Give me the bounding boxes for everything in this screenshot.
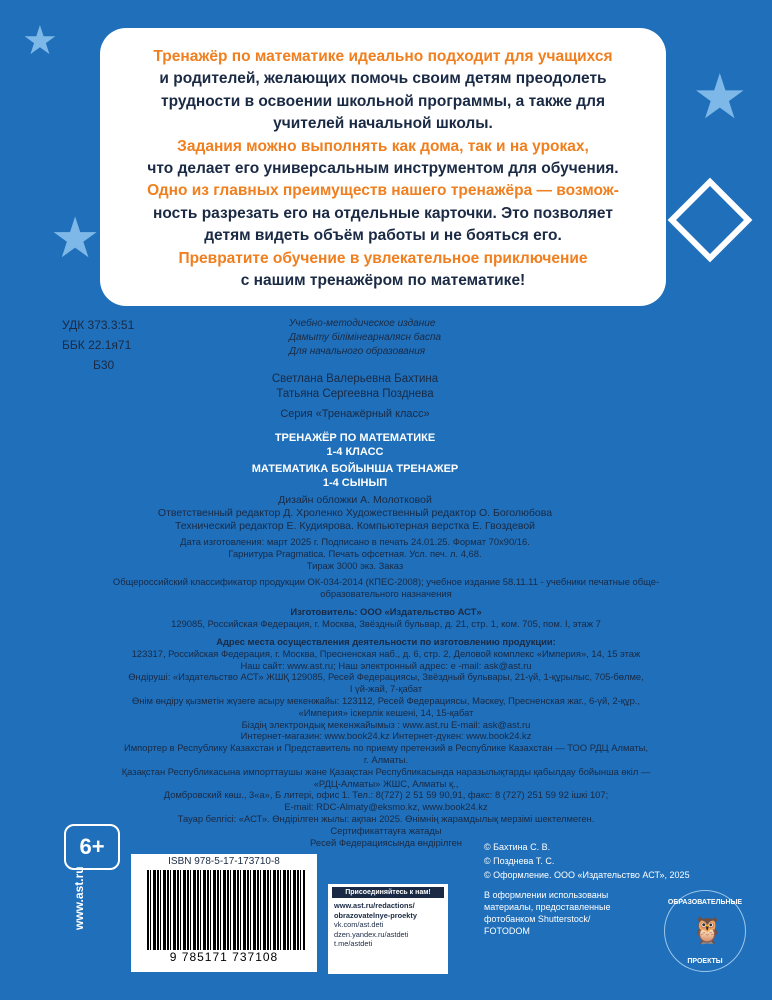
- promo-line: Тренажёр по математике идеально подходит для учащихся: [153, 48, 613, 65]
- telegram-link[interactable]: t.me/astdeti: [334, 939, 373, 948]
- barcode-digits: 9 785171 737108: [169, 950, 279, 964]
- address-line: «РДЦ-Алматы» ЖШС, Алматы қ.,: [313, 777, 459, 789]
- barcode-bars: [147, 870, 305, 950]
- address-line: Импортер в Республику Казахстан и Представитель по приему претензий в Республике Казахстан — ТОО РДЦ Алматы,: [123, 742, 649, 754]
- star-icon: ★: [50, 206, 101, 269]
- copyright: © Оформление. ООО «Издательство АСТ», 2025: [484, 870, 690, 880]
- site-vertical: www.ast.ru: [72, 866, 86, 930]
- print-info: Гарнитура Pragmatica. Печать офсетная. Усл. печ. л. 4,68.: [228, 547, 482, 559]
- barcode: [131, 854, 317, 972]
- title-kz: 1-4 СЫНЫП: [322, 477, 388, 489]
- promo-line: с нашим тренажёром по математике!: [240, 272, 526, 290]
- promo-line: Задания можно выполнять как дома, так и на уроках,: [177, 137, 589, 155]
- photo-credit: фотобанком Shutterstock/: [484, 914, 591, 924]
- series: Серия «Тренажёрный класс»: [280, 408, 430, 420]
- promo-line: Одно из главных преимуществ нашего тренажёра — возмож-: [147, 182, 619, 200]
- promo-box: [100, 28, 666, 306]
- join-link[interactable]: obrazovatelnye-proekty: [334, 910, 417, 920]
- copyright: © Бахтина С. В.: [484, 842, 551, 852]
- maker-head: Изготовитель: ООО «Издательство АСТ»: [290, 606, 482, 617]
- logo-text-bottom: ПРОЕКТЫ: [687, 958, 723, 965]
- logo-text-top: ОБРАЗОВАТЕЛЬНЫЕ: [667, 899, 743, 906]
- vk-link[interactable]: vk.com/ast.deti: [334, 920, 384, 929]
- address-line: Домбровский көш., 3«а», Б литері, офис 1. Тел.: 8(727) 2 51 59 90,91, факс: 8 (727) 251 59 92 ішкі 107;: [163, 789, 609, 801]
- address-line: Өндіруші: «Издательство АСТ» ЖШҚ 129085, Ресей Федерациясы, Звёздный бульвары, 21-үй, 1-құрылыс, 705-бөлме,: [128, 671, 644, 683]
- author-mark: Б30: [93, 358, 115, 372]
- promo-line: детям видеть объём работы и не бояться его.: [204, 227, 562, 245]
- author: Татьяна Сергеевна Позднева: [276, 388, 434, 400]
- address-line: Интернет-магазин: www.book24.kz Интернет-дүкен: www.book24.kz: [240, 730, 532, 742]
- address-line: «Империя» іскерлік кешені, 14, 15-қабат: [298, 706, 474, 718]
- author: Светлана Валерьевна Бахтина: [271, 373, 439, 385]
- address-line: I үй-жай, 7-қабат: [349, 683, 423, 695]
- edition-type: Учебно-методическое издание: [289, 318, 436, 329]
- promo-line: ность разрезать его на отдельные карточки. Это позволяет: [153, 204, 613, 222]
- promo-line: Превратите обучение в увлекательное приключение: [178, 249, 588, 267]
- owl-icon: 🦉: [691, 915, 724, 945]
- print-info: Дата изготовления: март 2025 г. Подписано в печать 24.01.25. Формат 70х90/16.: [180, 536, 530, 547]
- address-line: Наш сайт: www.ast.ru; Наш электронный адрес: e -mail: ask@ast.ru: [240, 659, 532, 671]
- udk: УДК 373.3:51: [62, 318, 135, 332]
- social-links-box: [328, 884, 448, 974]
- dzen-link[interactable]: dzen.yandex.ru/astdeti: [334, 929, 409, 939]
- promo-line: и родителей, желающих помочь своим детям преодолеть: [159, 70, 607, 88]
- photo-credit: В оформлении использованы: [484, 890, 609, 900]
- promo-text: [100, 46, 666, 292]
- edition-type: Для начального образования: [289, 346, 426, 357]
- title-kz: МАТЕМАТИКА БОЙЫНША ТРЕНАЖЕР: [251, 463, 459, 475]
- credit-line: Дизайн обложки А. Молотковой: [278, 494, 432, 506]
- address-line: г. Алматы.: [363, 753, 409, 765]
- classifier: Общероссийский классификатор продукции ОК-034-2014 (КПЕС-2008); учебное издание 58.11.11 - учебники печатные обще-: [112, 576, 660, 587]
- photo-credit: материалы, предоставленные: [484, 902, 611, 912]
- address-line: E-mail: RDC-Almaty@eksmo.kz, www.book24.kz: [284, 801, 488, 813]
- star-icon: ★: [692, 63, 748, 132]
- title: ТРЕНАЖЁР ПО МАТЕМАТИКЕ: [274, 432, 436, 444]
- age-rating-badge: 6+: [64, 824, 120, 870]
- address-line: 123317, Российская Федерация, г. Москва, Пресненская наб., д. 6, стр. 2, Деловой комплекс «Империя», 14, 15 этаж: [131, 647, 641, 659]
- print-info: Тираж 3000 экз. Заказ: [306, 559, 404, 571]
- credit-line: Технический редактор Е. Кудиярова. Компьютерная верстка Е. Гвоздевой: [174, 520, 536, 532]
- address-line: Өнім өндіру қызметін жүзеге асыру мекенжайы: 123112, Ресей Федерациясы, Мәскеу, Пресненская жаг., 6-үй, 2-құр.,: [131, 694, 640, 706]
- address-line: Қазақстан Республикасына импорттаушы және Қазақстан Республикасында наразылықтарды қабылдау бойынша өкіл —: [121, 765, 651, 777]
- address-head: Адрес места осуществления деятельности по изготовлению продукции:: [216, 636, 556, 647]
- isbn: ISBN 978-5-17-173710-8: [168, 856, 280, 867]
- diamond-icon: [668, 178, 753, 263]
- promo-line: что делает его универсальным инструментом для обучения.: [147, 160, 619, 178]
- address-line: Сертификаттауға жатады: [330, 824, 442, 836]
- title: 1-4 КЛАСС: [326, 446, 384, 458]
- copyright: © Позднева Т. С.: [484, 856, 555, 866]
- promo-line: учителей начальной школы.: [273, 115, 493, 133]
- address-line: Тауар белгісі: «АСТ». Өндірілген жылы: ақпан 2025. Өнімнің жарамдылық мерзімі шектелмеген.: [177, 812, 595, 824]
- address-line: Ресей Федерациясында өндірілген: [310, 836, 462, 848]
- maker-address: 129085, Российская Федерация, г. Москва, Звёздный бульвар, д. 21, стр. 1, ком. 705, пом. I, этаж 7: [171, 617, 601, 629]
- classifier: образовательного назначения: [320, 587, 452, 599]
- photo-credit: FOTODOM: [484, 926, 530, 936]
- publisher-logo: [664, 890, 746, 972]
- star-icon: ★: [22, 19, 58, 63]
- promo-line: трудности в освоении школьной программы, а также для: [160, 92, 605, 110]
- credit-line: Ответственный редактор Д. Хроленко Художественный редактор О. Боголюбова: [157, 507, 553, 519]
- edition-type: Дамыту бiлiмiнеарналясн баспа: [289, 332, 442, 343]
- bbk: ББК 22.1я71: [62, 338, 132, 352]
- address-line: Біздің электрондық мекенжайымыз : www.ast.ru E-mail: ask@ast.ru: [241, 718, 531, 730]
- join-link[interactable]: www.ast.ru/redactions/: [334, 901, 415, 910]
- join-heading: Присоединяйтесь к нам!: [332, 887, 444, 898]
